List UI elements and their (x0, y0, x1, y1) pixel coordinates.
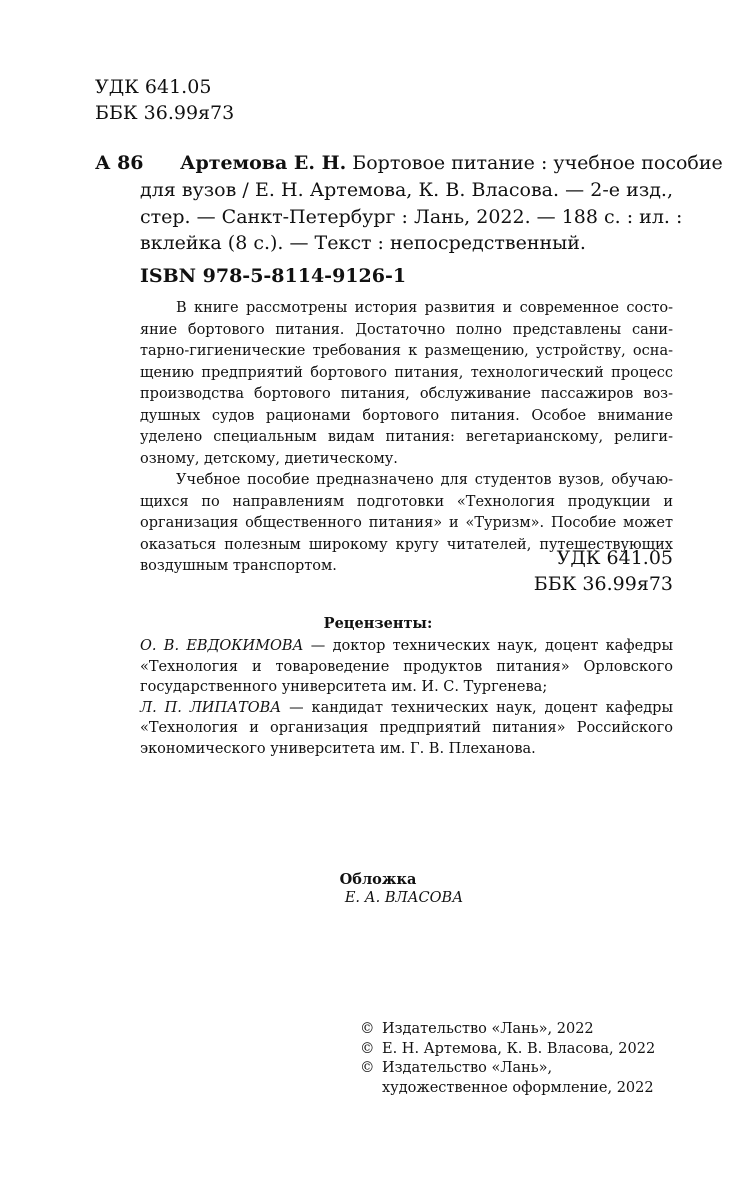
abstract-line: оказаться полезным широкому кругу читателей, путешествующих (140, 536, 673, 553)
classification-bottom (534, 545, 673, 597)
reviewer-line: «Технология и организация предприятий питания» Российского (140, 720, 673, 736)
bibliographic-description (180, 150, 723, 177)
isbn: ISBN 978-5-8114-9126-1 (140, 265, 407, 287)
udk-code-top: УДК 641.05 (95, 76, 212, 98)
bbk-code-top: ББК 36.99я73 (95, 102, 235, 124)
copyright-symbol: © (360, 1060, 375, 1076)
copyright-block (360, 1020, 655, 1098)
reviewer-name: Л. П. ЛИПАТОВА (140, 699, 282, 716)
bibliographic-continuation (140, 177, 683, 257)
cover-designer: Е. А. ВЛАСОВА (344, 890, 464, 906)
reviewers-title: Рецензенты: (323, 615, 433, 632)
call-number: А 86 (95, 152, 144, 174)
biblio-line: Артемова Е. Н. Бортовое питание : учебное пособие (180, 152, 723, 174)
author-heading: Артемова Е. Н. (180, 152, 347, 174)
udk-code-bottom: УДК 641.05 (556, 547, 673, 569)
biblio-line: вклейка (8 с.). — Текст : непосредственный. (140, 232, 586, 254)
cover-title: Обложка (339, 871, 417, 888)
reviewer-name: О. В. ЕВДОКИМОВА (140, 638, 304, 654)
reviewer-line: экономического университета им. Г. В. Плеханова. (140, 740, 536, 757)
copyright-line: художественное оформление, 2022 (382, 1079, 654, 1096)
reviewers-list (140, 636, 673, 759)
reviewer-line: «Технология и товароведение продуктов питания» Орловского (140, 658, 673, 675)
copyright-symbol: © (360, 1040, 375, 1057)
classification-top (95, 74, 234, 126)
biblio-line: стер. — Санкт-Петербург : Лань, 2022. — 188 с. : ил. : (140, 205, 683, 228)
copyright-symbol: © (360, 1021, 375, 1037)
reviewer-line: Л. П. ЛИПАТОВА — кандидат технических наук, доцент кафедры (140, 699, 674, 716)
abstract-line: яние бортового питания. Достаточно полно представлены сани- (140, 321, 673, 338)
copyright-line: © Издательство «Лань», 2022 (360, 1020, 655, 1040)
abstract-line: тарно-гигиенические требования к размещению, устройству, осна- (140, 343, 673, 359)
bbk-code-bottom: ББК 36.99я73 (533, 573, 673, 595)
abstract-line: щению предприятий бортового питания, технологический процесс (140, 364, 673, 381)
abstract-line: Учебное пособие предназначено для студентов вузов, обучаю- (176, 472, 673, 488)
abstract-line: воздушным транспортом. (140, 558, 337, 574)
abstract-line: озному, детскому, диетическому. (140, 450, 398, 467)
biblio-line: для вузов / Е. Н. Артемова, К. В. Власова. — 2-е изд., (140, 179, 673, 201)
abstract-line: организация общественного питания» и «Туризм». Пособие может (140, 515, 673, 531)
abstract-line: щихся по направлениям подготовки «Технология продукции и (140, 493, 673, 510)
reviewer-line: О. В. ЕВДОКИМОВА — доктор технических наук, доцент кафедры (140, 638, 673, 654)
copyright-line: © Издательство «Лань», (360, 1059, 655, 1079)
abstract-line: душных судов рационами бортового питания. Особое внимание (140, 407, 673, 424)
abstract-line: уделено специальным видам питания: вегетарианскому, религи- (140, 429, 673, 445)
reviewer-line: государственного университета им. И. С. Тургенева; (140, 679, 548, 695)
abstract-line: производства бортового питания, обслуживание пассажиров воз- (140, 386, 673, 402)
abstract (140, 298, 673, 578)
abstract-line: В книге рассмотрены история развития и современное состо- (176, 300, 673, 316)
copyright-line: © Е. Н. Артемова, К. В. Власова, 2022 (360, 1040, 655, 1060)
